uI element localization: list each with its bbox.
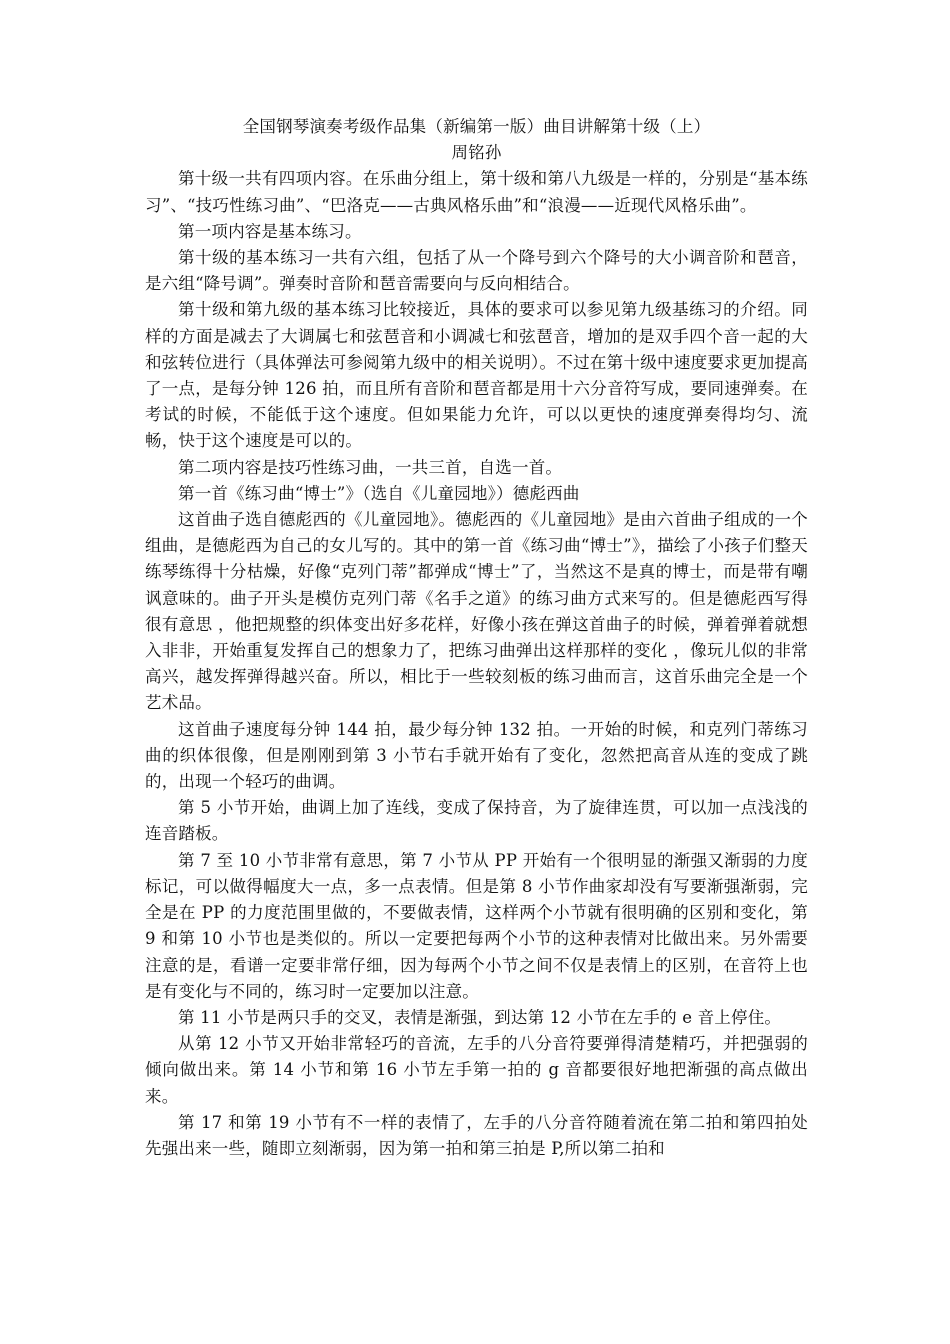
document-page — [145, 114, 808, 1162]
paragraph-bars-7-10: 第 7 至 10 小节非常有意思，第 7 小节从 PP 开始有一个很明显的渐强又渐弱的力度标记，可以做得幅度大一点，多一点表情。但是第 8 小节作曲家却没有写要渐强渐弱，完全是在 PP 的力度范围里做的，不要做表情，这样两个小节就有很明确的区别和变化，第 9 和第 10 小节也是类似的。所以一定要把每两个小节的这种表情对比做出来。另外需要注意的是，看谱一定要非常仔细，因为每两个小节之间不仅是表情上的区别，在音符上也是有变化与不同的，练习时一定要加以注意。 — [145, 850, 808, 1001]
paragraph-bars-17-19: 第 17 和第 19 小节有不一样的表情了，左手的八分音符随着流在第二拍和第四拍处先强出来一些，随即立刻渐弱，因为第一拍和第三拍是 P,所以第二拍和 — [145, 1112, 808, 1158]
paragraph-basic-detail: 第十级和第九级的基本练习比较接近，具体的要求可以参见第九级基练习的介绍。同样的方面是减去了大调属七和弦琶音和小调减七和弦琶音，增加的是双手四个音一起的大和弦转位进行（具体弹法可参阅第九级中的相关说明）。不过在第十级中速度要求更加提高了一点，是每分钟 126 拍，而且所有音阶和琶音都是用十六分音符写成，要同速弹奏。在考试的时候，不能低于这个速度。但如果能力允许，可以以更快的速度弹奏得均匀、流畅，快于这个速度是可以的。 — [145, 300, 808, 451]
paragraph-section-2: 第二项内容是技巧性练习曲，一共三首，自选一首。 — [178, 457, 563, 477]
paragraph-piece-intro: 这首曲子选自德彪西的《儿童园地》。德彪西的《儿童园地》是由六首曲子组成的一个组曲，是德彪西为自己的女儿写的。其中的第一首《练习曲“博士”》，描绘了小孩子们整天练琴练得十分枯燥，好像“克列门蒂”都弹成“博士”了，当然这不是真的博士，而是带有嘲讽意味的。曲子开头是模仿克列门蒂《名手之道》的练习曲方式来写的。但是德彪西写得很有意思 ，他把规整的织体变出好多花样，好像小孩在弹这首曲子的时候，弹着弹着就想入非非，开始重复发挥自己的想象力了，把练习曲弹出这样那样的变化 ，像玩儿似的非常高兴，越发挥弹得越兴奋。所以，相比于一些较刻板的练习曲而言，这首乐曲完全是一个艺术品。 — [145, 510, 808, 713]
paragraph-bar-11: 第 11 小节是两只手的交叉，表情是渐强，到达第 12 小节在左手的 e 音上停住。 — [178, 1007, 782, 1027]
author-name: 周铭孙 — [451, 143, 502, 163]
paragraph-piece-heading: 第一首《练习曲“博士”》（选自《儿童园地》）德彪西曲 — [178, 483, 580, 503]
paragraph-tempo: 这首曲子速度每分钟 144 拍，最少每分钟 132 拍。一开始的时候，和克列门蒂练习曲的织体很像，但是刚刚到第 3 小节右手就开始有了变化，忽然把高音从连的变成了跳的，出现一个轻巧的曲调。 — [145, 719, 808, 792]
paragraph-bar-12: 从第 12 小节又开始非常轻巧的音流，左手的八分音符要弹得清楚精巧，并把强弱的倾向做出来。第 14 小节和第 16 小节左手第一拍的 g 音都要很好地把渐强的高点做出来。 — [145, 1034, 808, 1106]
paragraph-bar-5: 第 5 小节开始，曲调上加了连线，变成了保持音，为了旋律连贯，可以加一点浅浅的连音踏板。 — [145, 798, 808, 844]
document-title: 全国钢琴演奏考级作品集（新编第一版）曲目讲解第十级（上） — [242, 117, 711, 136]
paragraph-basic-groups: 第十级的基本练习一共有六组，包括了从一个降号到六个降号的大小调音阶和琶音，是六组“降号调”。弹奏时音阶和琶音需要向与反向相结合。 — [145, 248, 808, 294]
paragraph-section-1: 第一项内容是基本练习。 — [178, 221, 362, 241]
paragraph-intro: 第十级一共有四项内容。在乐曲分组上，第十级和第八九级是一样的，分别是“基本练习”、“技巧性练习曲”、“巴洛克——古典风格乐曲”和“浪漫——近现代风格乐曲”。 — [145, 169, 808, 215]
